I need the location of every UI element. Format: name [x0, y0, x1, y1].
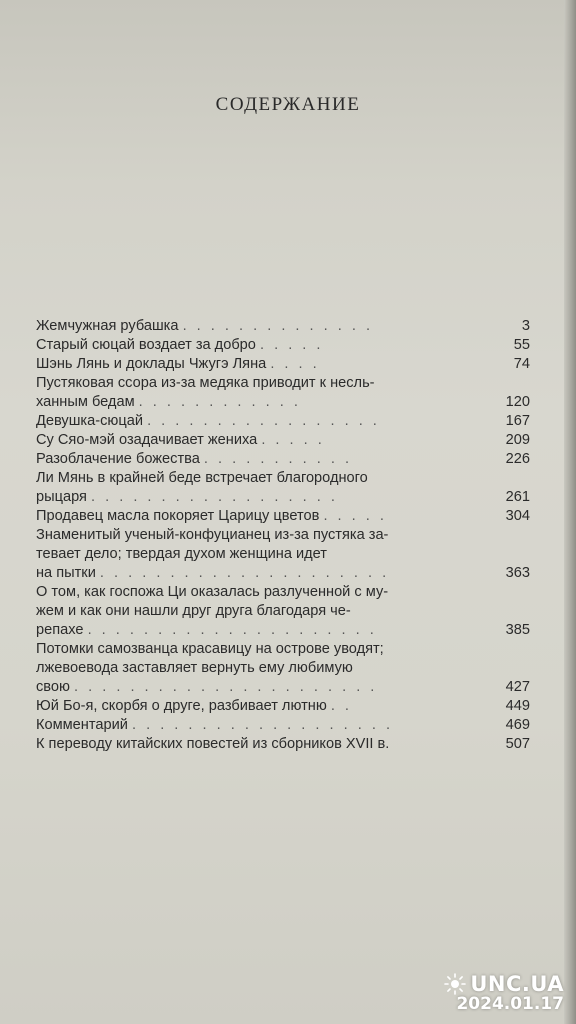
toc-entry-line-text: Знаменитый ученый-конфуцианец из-за пустяка за- — [36, 527, 389, 543]
toc-entry-line — [36, 526, 496, 545]
toc-entry-line — [36, 621, 496, 640]
toc-entry-title — [36, 735, 496, 754]
toc-entry-line-text: рыцаря — [36, 489, 87, 505]
toc-entry-line-text: Юй Бо-я, скорбя о друге, разбивает лютню — [36, 698, 327, 714]
toc-entry-line-text: Ли Мянь в крайней беде встречает благородного — [36, 470, 368, 486]
toc-entry-line — [36, 602, 496, 621]
toc-entry-line-text: ханным бедам — [36, 394, 135, 410]
toc-entry-line-text: Девушка-сюцай — [36, 413, 143, 429]
toc-entry-line-text: Жемчужная рубашка — [36, 318, 179, 334]
toc-leader-dots: . . . . . — [261, 432, 325, 448]
toc-entry — [36, 374, 536, 412]
toc-entry-line — [36, 545, 496, 564]
toc-entry — [36, 507, 536, 526]
toc-entry-title — [36, 317, 496, 336]
toc-entry — [36, 355, 536, 374]
toc-leader-dots: . . . . . . . . . . . . . . . . . . . . . — [99, 565, 390, 581]
toc-entry-line — [36, 564, 496, 583]
toc-page-number: 385 — [505, 622, 530, 638]
page-edge-shadow — [564, 0, 576, 1024]
toc-entry-line-text: свою — [36, 679, 70, 695]
toc-entry — [36, 431, 536, 450]
toc-entry-line — [36, 469, 496, 488]
toc-page-number: 261 — [505, 489, 530, 505]
toc-leader-dots: . . . . . . . . . . . . . . . . . . — [91, 489, 338, 505]
toc-leader-dots: . . . . . . . . . . . . . . — [182, 318, 374, 334]
toc-entry-line — [36, 450, 496, 469]
toc-page-number: 74 — [513, 356, 530, 372]
toc-entry-line — [36, 488, 496, 507]
toc-entry-line — [36, 336, 496, 355]
toc-entry-title — [36, 716, 496, 735]
toc-entry-line-text: Шэнь Лянь и доклады Чжугэ Ляна — [36, 356, 267, 372]
toc-entry-line-text: Пустяковая ссора из-за медяка приводит к несль- — [36, 375, 375, 391]
toc-entry-line — [36, 659, 496, 678]
toc-entry-line-text: жем и как они нашли друг друга благодаря че- — [36, 603, 351, 619]
toc-leader-dots: . . . . . . . . . . . . . . . . . . . . . . — [74, 679, 378, 695]
toc-entry-line — [36, 697, 496, 716]
toc-entry-line-text: на пытки — [36, 565, 96, 581]
toc-entry-line — [36, 640, 496, 659]
toc-entry — [36, 469, 536, 507]
toc-leader-dots: . . . . . . . . . . . . . . . . . . . — [131, 717, 394, 733]
toc-entry-line — [36, 431, 496, 450]
toc-page-number: 226 — [505, 451, 530, 467]
toc-entry-line-text: тевает дело; твердая духом женщина идет — [36, 546, 327, 562]
toc-entry — [36, 526, 536, 583]
toc-entry-title — [36, 374, 496, 412]
toc-entry-line — [36, 507, 496, 526]
toc-entry-title — [36, 412, 496, 431]
toc-entry-line-text: Продавец масла покоряет Царицу цветов — [36, 508, 320, 524]
toc-entry-title — [36, 526, 496, 583]
toc-page-number: 469 — [505, 717, 530, 733]
sun-logo-icon — [444, 973, 466, 995]
toc-entry — [36, 697, 536, 716]
toc-entry-line-text: О том, как госпожа Ци оказалась разлученной с му- — [36, 584, 389, 600]
toc-leader-dots: . . . . . — [259, 337, 324, 353]
toc-page-number: 55 — [513, 337, 530, 353]
watermark-brand: UNC.UA — [470, 972, 564, 996]
toc-entry — [36, 583, 536, 640]
toc-entry-line-text: репахе — [36, 622, 84, 638]
toc-entry-line-text: Разоблачение божества — [36, 451, 200, 467]
toc-entry-line — [36, 374, 496, 393]
toc-entry-title — [36, 469, 496, 507]
toc-entry-line — [36, 355, 496, 374]
toc-entry-title — [36, 507, 496, 526]
toc-entry-line — [36, 678, 496, 697]
toc-entry-title — [36, 697, 496, 716]
toc-entry-title — [36, 336, 496, 355]
toc-entry-title — [36, 450, 496, 469]
toc-entry — [36, 412, 536, 431]
toc-entry — [36, 716, 536, 735]
toc-page-number: 3 — [521, 318, 530, 334]
toc-entry-line — [36, 412, 496, 431]
toc-page-number: 507 — [505, 736, 530, 752]
toc-leader-dots: . . . . . — [323, 508, 387, 524]
toc-leader-dots: . . . . — [270, 356, 320, 372]
toc-page-number: 120 — [505, 394, 530, 410]
page-title: СОДЕРЖАНИЕ — [215, 94, 361, 115]
toc-entry — [36, 450, 536, 469]
site-watermark — [444, 972, 564, 1014]
toc-leader-dots: . . . . . . . . . . . — [203, 451, 353, 467]
toc-entry-line — [36, 735, 496, 754]
toc-entry-line-text: К переводу китайских повестей из сборников XVII в. — [36, 736, 390, 752]
toc-entry-title — [36, 640, 496, 697]
toc-page-number: 427 — [505, 679, 530, 695]
toc-entry-line — [36, 393, 496, 412]
toc-entry-line — [36, 716, 496, 735]
toc-entry — [36, 336, 536, 355]
toc-entry — [36, 317, 536, 336]
toc-page-number: 304 — [505, 508, 530, 524]
toc-leader-dots: . . . . . . . . . . . . . . . . . . . . . — [87, 622, 377, 638]
toc-leader-dots: . . — [330, 698, 352, 714]
toc-entry-line-text: Су Сяо-мэй озадачивает жениха — [36, 432, 258, 448]
toc-entry-line — [36, 317, 496, 336]
toc-entry-title — [36, 583, 496, 640]
watermark-date: 2024.01.17 — [456, 994, 564, 1014]
toc-entry-line-text: Старый сюцай воздает за добро — [36, 337, 256, 353]
toc-page-number: 449 — [505, 698, 530, 714]
toc-page-number: 167 — [505, 413, 530, 429]
toc-page-number: 363 — [505, 565, 530, 581]
table-of-contents — [36, 317, 536, 754]
toc-page-number: 209 — [505, 432, 530, 448]
toc-leader-dots: . . . . . . . . . . . . — [138, 394, 301, 410]
toc-entry — [36, 640, 536, 697]
toc-entry-line — [36, 583, 496, 602]
toc-entry-line-text: лжевоевода заставляет вернуть ему любимую — [36, 660, 353, 676]
toc-entry-title — [36, 431, 496, 450]
toc-leader-dots: . . . . . . . . . . . . . . . . . — [147, 413, 380, 429]
toc-entry-line-text: Комментарий — [36, 717, 128, 733]
toc-entry-title — [36, 355, 496, 374]
toc-entry — [36, 735, 536, 754]
toc-entry-line-text: Потомки самозванца красавицу на острове уводят; — [36, 641, 384, 657]
